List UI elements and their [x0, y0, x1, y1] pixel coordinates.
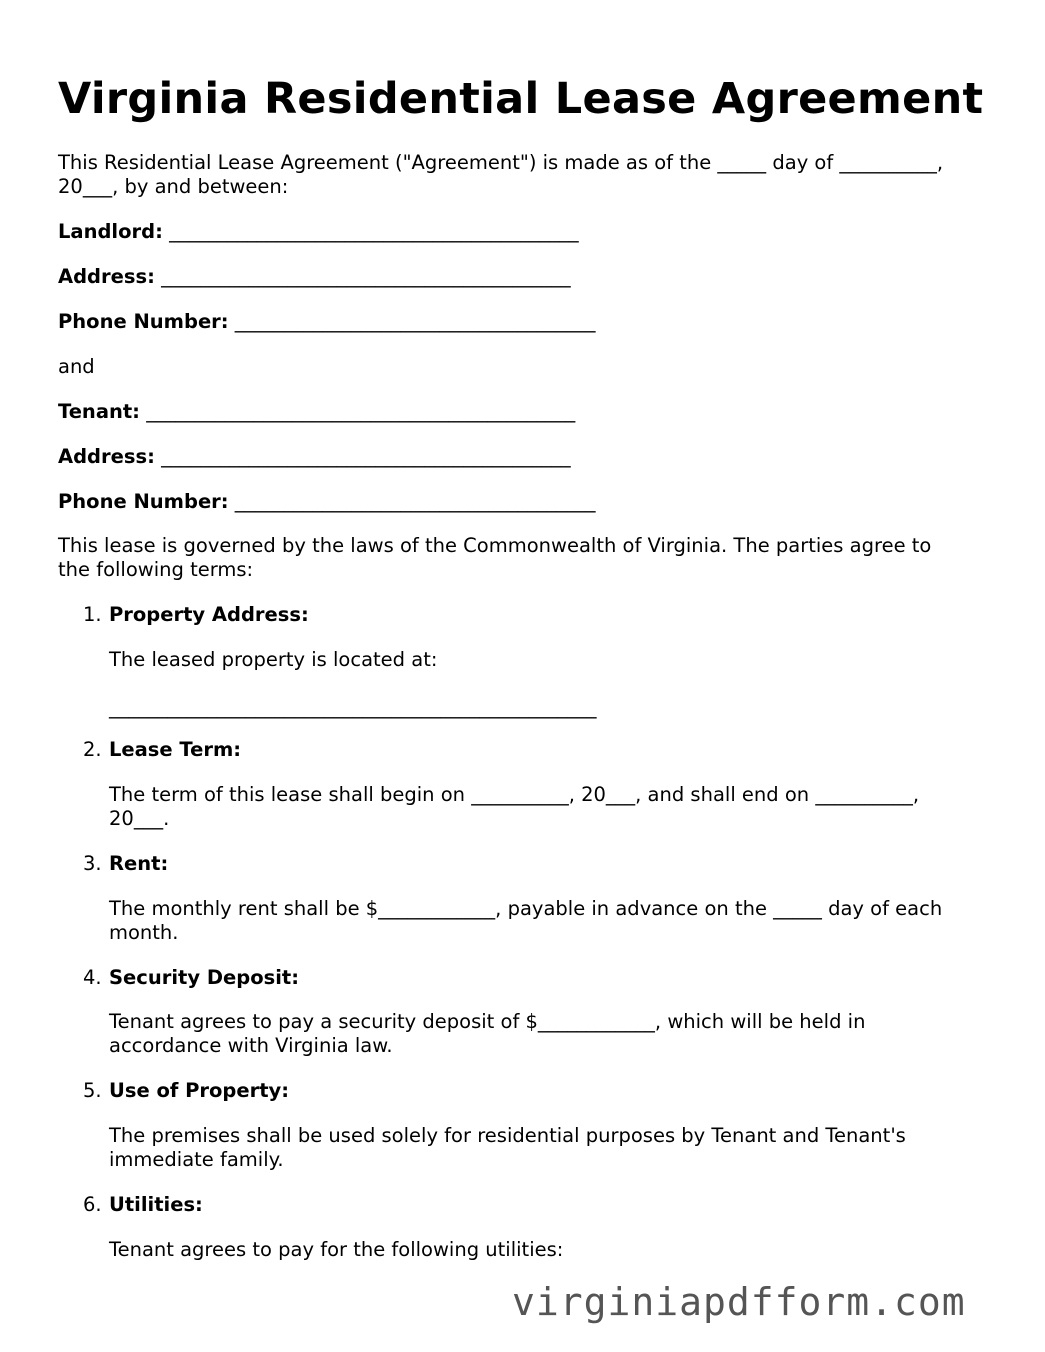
tenant-phone-label: Phone Number:: [58, 490, 229, 513]
tenant-name-field[interactable]: [58, 400, 575, 424]
term-number: 5.: [83, 1079, 102, 1102]
term-text: The term of this lease shall begin on __________, 20___, and shall end on __________,: [109, 783, 920, 806]
tenant-phone-field[interactable]: [58, 490, 596, 514]
term-heading: Property Address:: [109, 603, 309, 626]
landlord-address-label: Address:: [58, 265, 155, 288]
intro-line-1: This Residential Lease Agreement ("Agreement") is made as of the _____ day of __________,: [58, 151, 944, 174]
property-address-blank[interactable]: __________________________________________________: [109, 696, 597, 719]
term-heading: Utilities:: [109, 1193, 203, 1216]
term-number: 1.: [83, 603, 102, 626]
term-text: 20___.: [109, 807, 170, 830]
term-text: month.: [109, 921, 179, 944]
tenant-address-blank[interactable]: __________________________________________: [161, 445, 571, 468]
term-text: The premises shall be used solely for residential purposes by Tenant and Tenant's: [109, 1124, 906, 1147]
term-text: The leased property is located at:: [109, 648, 438, 671]
tenant-address-label: Address:: [58, 445, 155, 468]
term-number: 2.: [83, 738, 102, 761]
term-heading: Rent:: [109, 852, 169, 875]
landlord-address-field[interactable]: [58, 265, 571, 289]
term-number: 6.: [83, 1193, 102, 1216]
landlord-phone-field[interactable]: [58, 310, 596, 334]
tenant-phone-blank[interactable]: _____________________________________: [234, 490, 596, 513]
governing-line-2: the following terms:: [58, 558, 254, 581]
term-heading: Security Deposit:: [109, 966, 300, 989]
tenant-address-field[interactable]: [58, 445, 571, 469]
tenant-name-blank[interactable]: ____________________________________________: [146, 400, 576, 423]
landlord-address-blank[interactable]: __________________________________________: [161, 265, 571, 288]
tenant-name-label: Tenant:: [58, 400, 140, 423]
term-text: accordance with Virginia law.: [109, 1034, 393, 1057]
intro-line-2: 20___, by and between:: [58, 175, 289, 198]
term-text: immediate family.: [109, 1148, 284, 1171]
term-number: 4.: [83, 966, 102, 989]
site-watermark: virginiapdfform.com: [512, 1280, 966, 1324]
and-text: and: [58, 355, 95, 378]
page-title: Virginia Residential Lease Agreement: [58, 74, 984, 124]
term-heading: Use of Property:: [109, 1079, 290, 1102]
landlord-phone-blank[interactable]: _____________________________________: [234, 310, 596, 333]
landlord-name-field[interactable]: [58, 220, 579, 244]
term-text: Tenant agrees to pay for the following utilities:: [109, 1238, 564, 1261]
governing-line-1: This lease is governed by the laws of the Commonwealth of Virginia. The parties agree to: [58, 534, 932, 557]
term-number: 3.: [83, 852, 102, 875]
landlord-phone-label: Phone Number:: [58, 310, 229, 333]
term-text: The monthly rent shall be $____________, payable in advance on the _____ day of each: [109, 897, 943, 920]
landlord-name-blank[interactable]: __________________________________________: [169, 220, 579, 243]
term-heading: Lease Term:: [109, 738, 242, 761]
term-text: Tenant agrees to pay a security deposit of $____________, which will be held in: [109, 1010, 866, 1033]
landlord-name-label: Landlord:: [58, 220, 163, 243]
